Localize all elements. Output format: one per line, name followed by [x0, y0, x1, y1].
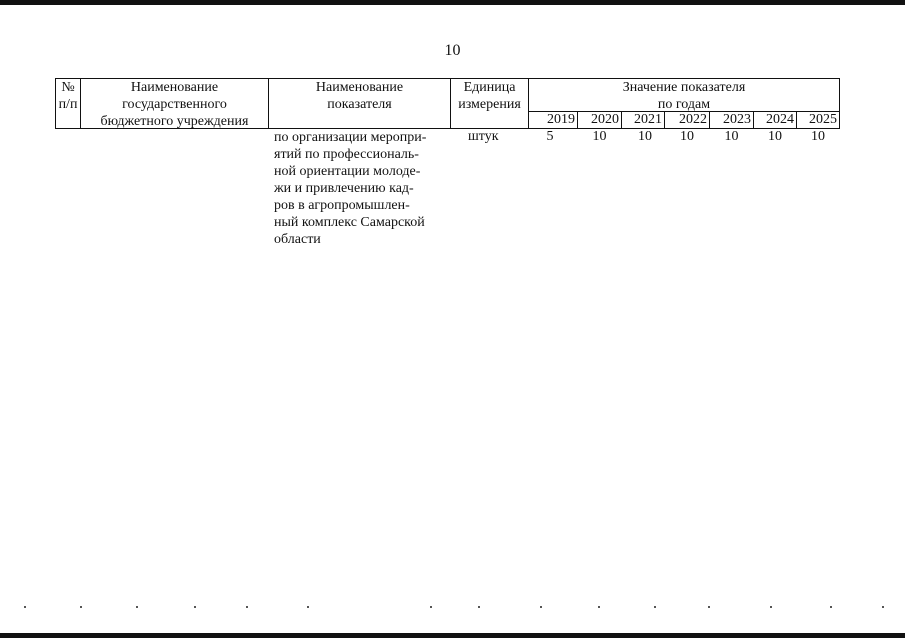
header-indicator	[269, 79, 450, 113]
indicator-description	[274, 129, 446, 248]
header-num-line1: №	[61, 80, 75, 95]
year-header: 2025	[809, 112, 837, 127]
year-header: 2024	[766, 112, 794, 127]
header-indicator-line1: Наименование	[315, 80, 404, 95]
year-value: 5	[546, 129, 554, 144]
year-header: 2022	[679, 112, 707, 127]
year-value: 10	[592, 129, 607, 144]
header-unit-line1: Единица	[463, 80, 516, 95]
year-value: 10	[811, 129, 825, 144]
header-unit	[451, 79, 528, 113]
indicator-line: области	[274, 232, 321, 247]
unit-value: штук	[468, 129, 499, 144]
header-institution	[81, 79, 268, 130]
header-institution-line1: Наименование	[130, 80, 219, 95]
top-border	[0, 0, 905, 5]
indicator-line: ров в агропромышлен-	[274, 198, 410, 213]
indicator-line: жи и привлечению кад-	[274, 181, 414, 196]
year-value: 10	[680, 129, 694, 144]
header-unit-line2: измерения	[458, 97, 521, 112]
indicator-line: ной ориентации молоде-	[274, 164, 421, 179]
indicator-line: ный комплекс Самарской	[274, 215, 425, 230]
year-value: 10	[638, 129, 652, 144]
year-header: 2021	[634, 112, 662, 127]
page-number: 10	[444, 42, 461, 59]
header-institution-line2: государственного	[122, 97, 227, 112]
year-value: 10	[724, 129, 739, 144]
indicator-line: по организации меропри-	[274, 130, 427, 145]
header-num	[56, 79, 80, 113]
year-header: 2023	[723, 112, 751, 127]
header-indicator-line2: показателя	[327, 97, 392, 112]
year-header: 2020	[591, 112, 619, 127]
year-header: 2019	[547, 112, 575, 127]
header-institution-line3: бюджетного учреждения	[100, 114, 249, 129]
year-value: 10	[768, 129, 782, 144]
bottom-border	[0, 633, 905, 638]
header-num-line2: п/п	[58, 97, 78, 112]
header-value-line1: Значение показателя	[622, 80, 746, 95]
header-value-line2: по годам	[657, 97, 711, 112]
header-value-group	[529, 79, 839, 113]
indicator-line: ятий по профессиональ-	[274, 147, 419, 162]
